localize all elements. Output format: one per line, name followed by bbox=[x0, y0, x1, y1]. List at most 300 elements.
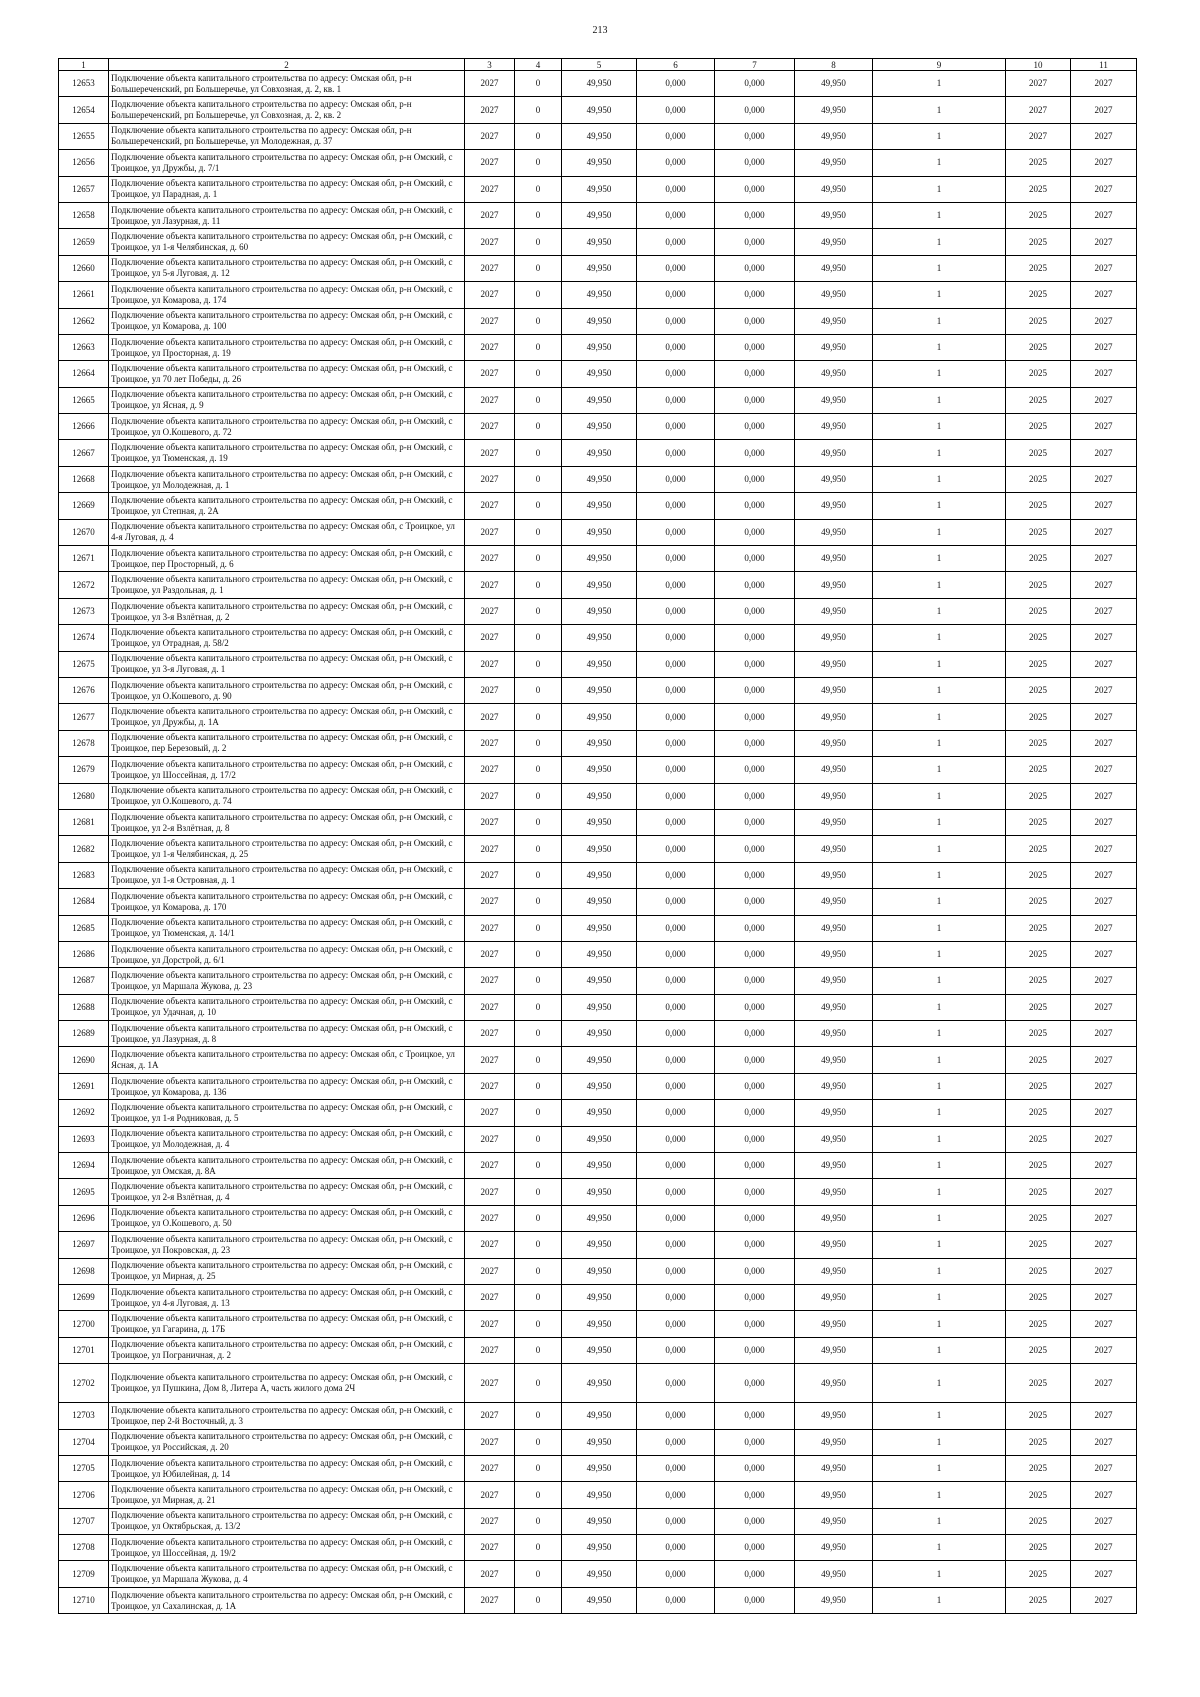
col4-cell: 0 bbox=[515, 176, 562, 202]
table-row bbox=[59, 598, 1137, 624]
col4-cell: 0 bbox=[515, 915, 562, 941]
table-row bbox=[59, 1073, 1137, 1099]
col8-cell: 49,950 bbox=[795, 466, 873, 492]
description-cell: Подключение объекта капитального строительства по адресу: Омская обл, р-н Омский, с Троицкое, ул Молодежная, д. 4 bbox=[109, 1126, 465, 1152]
row-number-cell: 12655 bbox=[59, 123, 109, 149]
col11-cell: 2027 bbox=[1071, 915, 1137, 941]
column-header: 10 bbox=[1006, 59, 1071, 71]
col11-cell: 2027 bbox=[1071, 97, 1137, 123]
col5-cell: 49,950 bbox=[562, 1455, 637, 1481]
col8-cell: 49,950 bbox=[795, 1205, 873, 1231]
col7-cell: 0,000 bbox=[715, 1179, 795, 1205]
col11-cell: 2027 bbox=[1071, 1284, 1137, 1310]
col4-cell: 0 bbox=[515, 123, 562, 149]
col4-cell: 0 bbox=[515, 414, 562, 440]
table-row bbox=[59, 1021, 1137, 1047]
description-cell: Подключение объекта капитального строительства по адресу: Омская обл, р-н Омский, с Троицкое, ул Комарова, д. 170 bbox=[109, 889, 465, 915]
column-header: 6 bbox=[637, 59, 715, 71]
description-cell: Подключение объекта капитального строительства по адресу: Омская обл, р-н Большереченский, рп Большеречье, ул Совхозная, д. 2, кв. 2 bbox=[109, 97, 465, 123]
col7-cell: 0,000 bbox=[715, 229, 795, 255]
col5-cell: 49,950 bbox=[562, 598, 637, 624]
col11-cell: 2027 bbox=[1071, 757, 1137, 783]
col11-cell: 2027 bbox=[1071, 466, 1137, 492]
col4-cell: 0 bbox=[515, 493, 562, 519]
col9-cell: 1 bbox=[873, 387, 1006, 413]
col3-cell: 2027 bbox=[465, 889, 515, 915]
col11-cell: 2027 bbox=[1071, 1153, 1137, 1179]
col10-cell: 2025 bbox=[1006, 1429, 1071, 1455]
col9-cell: 1 bbox=[873, 308, 1006, 334]
col9-cell: 1 bbox=[873, 889, 1006, 915]
col9-cell: 1 bbox=[873, 1535, 1006, 1561]
col8-cell: 49,950 bbox=[795, 598, 873, 624]
col4-cell: 0 bbox=[515, 598, 562, 624]
col5-cell: 49,950 bbox=[562, 968, 637, 994]
table-row bbox=[59, 862, 1137, 888]
col9-cell: 1 bbox=[873, 1100, 1006, 1126]
col7-cell: 0,000 bbox=[715, 1258, 795, 1284]
table-row bbox=[59, 651, 1137, 677]
description-cell: Подключение объекта капитального строительства по адресу: Омская обл, р-н Омский, с Троицкое, ул 3-я Взлётная, д. 2 bbox=[109, 598, 465, 624]
col10-cell: 2025 bbox=[1006, 836, 1071, 862]
col3-cell: 2027 bbox=[465, 704, 515, 730]
row-number-cell: 12665 bbox=[59, 387, 109, 413]
row-number-cell: 12667 bbox=[59, 440, 109, 466]
col10-cell: 2025 bbox=[1006, 1364, 1071, 1403]
col4-cell: 0 bbox=[515, 1073, 562, 1099]
row-number-cell: 12675 bbox=[59, 651, 109, 677]
col5-cell: 49,950 bbox=[562, 1100, 637, 1126]
col7-cell: 0,000 bbox=[715, 1021, 795, 1047]
col6-cell: 0,000 bbox=[637, 1587, 715, 1613]
description-cell: Подключение объекта капитального строительства по адресу: Омская обл, р-н Омский, с Троицкое, ул Дружбы, д. 7/1 bbox=[109, 150, 465, 176]
description-cell: Подключение объекта капитального строительства по адресу: Омская обл, р-н Омский, с Троицкое, ул Пушкина, Дом 8, Литера А, часть жилого дома 2Ч bbox=[109, 1364, 465, 1403]
col8-cell: 49,950 bbox=[795, 994, 873, 1020]
col5-cell: 49,950 bbox=[562, 651, 637, 677]
col4-cell: 0 bbox=[515, 466, 562, 492]
col6-cell: 0,000 bbox=[637, 361, 715, 387]
column-header: 5 bbox=[562, 59, 637, 71]
col6-cell: 0,000 bbox=[637, 1311, 715, 1337]
col9-cell: 1 bbox=[873, 1482, 1006, 1508]
row-number-cell: 12659 bbox=[59, 229, 109, 255]
col3-cell: 2027 bbox=[465, 651, 515, 677]
col11-cell: 2027 bbox=[1071, 493, 1137, 519]
description-cell: Подключение объекта капитального строительства по адресу: Омская обл, р-н Омский, с Троицкое, ул Просторная, д. 19 bbox=[109, 334, 465, 360]
col3-cell: 2027 bbox=[465, 176, 515, 202]
col7-cell: 0,000 bbox=[715, 361, 795, 387]
col6-cell: 0,000 bbox=[637, 519, 715, 545]
row-number-cell: 12696 bbox=[59, 1205, 109, 1231]
table-row bbox=[59, 1126, 1137, 1152]
col6-cell: 0,000 bbox=[637, 308, 715, 334]
col4-cell: 0 bbox=[515, 1364, 562, 1403]
row-number-cell: 12706 bbox=[59, 1482, 109, 1508]
col3-cell: 2027 bbox=[465, 71, 515, 97]
description-cell: Подключение объекта капитального строительства по адресу: Омская обл, р-н Омский, с Троицкое, ул Комарова, д. 100 bbox=[109, 308, 465, 334]
col11-cell: 2027 bbox=[1071, 1205, 1137, 1231]
col11-cell: 2027 bbox=[1071, 1179, 1137, 1205]
description-cell: Подключение объекта капитального строительства по адресу: Омская обл, р-н Омский, с Троицкое, ул Октябрьская, д. 13/2 bbox=[109, 1508, 465, 1534]
col10-cell: 2025 bbox=[1006, 1126, 1071, 1152]
col9-cell: 1 bbox=[873, 1073, 1006, 1099]
col11-cell: 2027 bbox=[1071, 1337, 1137, 1363]
col6-cell: 0,000 bbox=[637, 598, 715, 624]
row-number-cell: 12674 bbox=[59, 625, 109, 651]
col4-cell: 0 bbox=[515, 1205, 562, 1231]
col10-cell: 2025 bbox=[1006, 625, 1071, 651]
col11-cell: 2027 bbox=[1071, 941, 1137, 967]
col4-cell: 0 bbox=[515, 1403, 562, 1429]
col6-cell: 0,000 bbox=[637, 1205, 715, 1231]
col9-cell: 1 bbox=[873, 1126, 1006, 1152]
col9-cell: 1 bbox=[873, 1403, 1006, 1429]
col5-cell: 49,950 bbox=[562, 71, 637, 97]
col3-cell: 2027 bbox=[465, 387, 515, 413]
description-cell: Подключение объекта капитального строительства по адресу: Омская обл, р-н Омский, с Троицкое, ул Юбилейная, д. 14 bbox=[109, 1455, 465, 1481]
col3-cell: 2027 bbox=[465, 1021, 515, 1047]
col5-cell: 49,950 bbox=[562, 493, 637, 519]
col11-cell: 2027 bbox=[1071, 546, 1137, 572]
col10-cell: 2025 bbox=[1006, 757, 1071, 783]
description-cell: Подключение объекта капитального строительства по адресу: Омская обл, р-н Омский, с Троицкое, ул Молодежная, д. 1 bbox=[109, 466, 465, 492]
row-number-cell: 12672 bbox=[59, 572, 109, 598]
description-cell: Подключение объекта капитального строительства по адресу: Омская обл, р-н Омский, с Троицкое, ул Российская, д. 20 bbox=[109, 1429, 465, 1455]
col6-cell: 0,000 bbox=[637, 255, 715, 281]
row-number-cell: 12700 bbox=[59, 1311, 109, 1337]
row-number-cell: 12669 bbox=[59, 493, 109, 519]
col9-cell: 1 bbox=[873, 968, 1006, 994]
col10-cell: 2025 bbox=[1006, 915, 1071, 941]
col9-cell: 1 bbox=[873, 915, 1006, 941]
col5-cell: 49,950 bbox=[562, 1021, 637, 1047]
col6-cell: 0,000 bbox=[637, 1455, 715, 1481]
table-row bbox=[59, 1455, 1137, 1481]
col11-cell: 2027 bbox=[1071, 308, 1137, 334]
description-cell: Подключение объекта капитального строительства по адресу: Омская обл, р-н Омский, с Троицкое, ул Мирная, д. 21 bbox=[109, 1482, 465, 1508]
col4-cell: 0 bbox=[515, 862, 562, 888]
col6-cell: 0,000 bbox=[637, 71, 715, 97]
col4-cell: 0 bbox=[515, 1508, 562, 1534]
col5-cell: 49,950 bbox=[562, 1126, 637, 1152]
col3-cell: 2027 bbox=[465, 97, 515, 123]
col7-cell: 0,000 bbox=[715, 97, 795, 123]
col6-cell: 0,000 bbox=[637, 889, 715, 915]
col11-cell: 2027 bbox=[1071, 334, 1137, 360]
col10-cell: 2025 bbox=[1006, 704, 1071, 730]
col10-cell: 2025 bbox=[1006, 994, 1071, 1020]
col9-cell: 1 bbox=[873, 757, 1006, 783]
col9-cell: 1 bbox=[873, 334, 1006, 360]
col8-cell: 49,950 bbox=[795, 625, 873, 651]
col10-cell: 2025 bbox=[1006, 809, 1071, 835]
description-cell: Подключение объекта капитального строительства по адресу: Омская обл, р-н Омский, с Троицкое, ул Сахалинская, д. 1А bbox=[109, 1587, 465, 1613]
table-row bbox=[59, 1284, 1137, 1310]
col5-cell: 49,950 bbox=[562, 1047, 637, 1073]
column-header: 3 bbox=[465, 59, 515, 71]
row-number-cell: 12680 bbox=[59, 783, 109, 809]
col4-cell: 0 bbox=[515, 519, 562, 545]
col5-cell: 49,950 bbox=[562, 202, 637, 228]
col11-cell: 2027 bbox=[1071, 387, 1137, 413]
col8-cell: 49,950 bbox=[795, 889, 873, 915]
col3-cell: 2027 bbox=[465, 1205, 515, 1231]
row-number-cell: 12694 bbox=[59, 1153, 109, 1179]
col5-cell: 49,950 bbox=[562, 387, 637, 413]
col3-cell: 2027 bbox=[465, 1258, 515, 1284]
col5-cell: 49,950 bbox=[562, 1508, 637, 1534]
col11-cell: 2027 bbox=[1071, 1587, 1137, 1613]
col4-cell: 0 bbox=[515, 1126, 562, 1152]
col9-cell: 1 bbox=[873, 123, 1006, 149]
col4-cell: 0 bbox=[515, 1429, 562, 1455]
description-cell: Подключение объекта капитального строительства по адресу: Омская обл, р-н Омский, с Троицкое, ул Шоссейная, д. 17/2 bbox=[109, 757, 465, 783]
col8-cell: 49,950 bbox=[795, 493, 873, 519]
row-number-cell: 12688 bbox=[59, 994, 109, 1020]
col10-cell: 2025 bbox=[1006, 387, 1071, 413]
col7-cell: 0,000 bbox=[715, 1073, 795, 1099]
col8-cell: 49,950 bbox=[795, 651, 873, 677]
col5-cell: 49,950 bbox=[562, 783, 637, 809]
col4-cell: 0 bbox=[515, 625, 562, 651]
col5-cell: 49,950 bbox=[562, 915, 637, 941]
col9-cell: 1 bbox=[873, 572, 1006, 598]
col3-cell: 2027 bbox=[465, 546, 515, 572]
col6-cell: 0,000 bbox=[637, 334, 715, 360]
description-cell: Подключение объекта капитального строительства по адресу: Омская обл, с Троицкое, ул 4-я Луговая, д. 4 bbox=[109, 519, 465, 545]
description-cell: Подключение объекта капитального строительства по адресу: Омская обл, р-н Омский, с Троицкое, ул Парадная, д. 1 bbox=[109, 176, 465, 202]
table-row bbox=[59, 546, 1137, 572]
col7-cell: 0,000 bbox=[715, 941, 795, 967]
description-cell: Подключение объекта капитального строительства по адресу: Омская обл, р-н Омский, с Троицкое, ул Лазурная, д. 8 bbox=[109, 1021, 465, 1047]
col5-cell: 49,950 bbox=[562, 123, 637, 149]
row-number-cell: 12657 bbox=[59, 176, 109, 202]
col4-cell: 0 bbox=[515, 71, 562, 97]
col3-cell: 2027 bbox=[465, 123, 515, 149]
col11-cell: 2027 bbox=[1071, 1021, 1137, 1047]
col8-cell: 49,950 bbox=[795, 71, 873, 97]
col11-cell: 2027 bbox=[1071, 1232, 1137, 1258]
col6-cell: 0,000 bbox=[637, 1561, 715, 1587]
row-number-cell: 12689 bbox=[59, 1021, 109, 1047]
description-cell: Подключение объекта капитального строительства по адресу: Омская обл, р-н Омский, с Троицкое, ул Мирная, д. 25 bbox=[109, 1258, 465, 1284]
col5-cell: 49,950 bbox=[562, 150, 637, 176]
col7-cell: 0,000 bbox=[715, 994, 795, 1020]
row-number-cell: 12654 bbox=[59, 97, 109, 123]
col3-cell: 2027 bbox=[465, 915, 515, 941]
col8-cell: 49,950 bbox=[795, 1364, 873, 1403]
col8-cell: 49,950 bbox=[795, 836, 873, 862]
description-cell: Подключение объекта капитального строительства по адресу: Омская обл, р-н Омский, с Троицкое, ул 1-я Челябинская, д. 60 bbox=[109, 229, 465, 255]
table-row bbox=[59, 255, 1137, 281]
col9-cell: 1 bbox=[873, 1047, 1006, 1073]
col7-cell: 0,000 bbox=[715, 1587, 795, 1613]
table-row bbox=[59, 282, 1137, 308]
col6-cell: 0,000 bbox=[637, 1100, 715, 1126]
col10-cell: 2025 bbox=[1006, 651, 1071, 677]
col9-cell: 1 bbox=[873, 97, 1006, 123]
col6-cell: 0,000 bbox=[637, 1403, 715, 1429]
col7-cell: 0,000 bbox=[715, 598, 795, 624]
description-cell: Подключение объекта капитального строительства по адресу: Омская обл, р-н Омский, с Троицкое, ул Лазурная, д. 11 bbox=[109, 202, 465, 228]
col10-cell: 2025 bbox=[1006, 1561, 1071, 1587]
col6-cell: 0,000 bbox=[637, 1429, 715, 1455]
description-cell: Подключение объекта капитального строительства по адресу: Омская обл, р-н Омский, с Троицкое, ул О.Кошевого, д. 74 bbox=[109, 783, 465, 809]
col7-cell: 0,000 bbox=[715, 282, 795, 308]
table-row bbox=[59, 1482, 1137, 1508]
col10-cell: 2025 bbox=[1006, 1284, 1071, 1310]
col8-cell: 49,950 bbox=[795, 1561, 873, 1587]
col8-cell: 49,950 bbox=[795, 308, 873, 334]
row-number-cell: 12661 bbox=[59, 282, 109, 308]
row-number-cell: 12656 bbox=[59, 150, 109, 176]
col5-cell: 49,950 bbox=[562, 1561, 637, 1587]
row-number-cell: 12710 bbox=[59, 1587, 109, 1613]
description-cell: Подключение объекта капитального строительства по адресу: Омская обл, р-н Омский, с Троицкое, пер Просторный, д. 6 bbox=[109, 546, 465, 572]
col11-cell: 2027 bbox=[1071, 361, 1137, 387]
col9-cell: 1 bbox=[873, 1258, 1006, 1284]
col9-cell: 1 bbox=[873, 1205, 1006, 1231]
data-table bbox=[58, 58, 1137, 1614]
col5-cell: 49,950 bbox=[562, 414, 637, 440]
col10-cell: 2025 bbox=[1006, 598, 1071, 624]
col10-cell: 2025 bbox=[1006, 1153, 1071, 1179]
col11-cell: 2027 bbox=[1071, 625, 1137, 651]
row-number-cell: 12682 bbox=[59, 836, 109, 862]
table-row bbox=[59, 1561, 1137, 1587]
col3-cell: 2027 bbox=[465, 1232, 515, 1258]
col4-cell: 0 bbox=[515, 783, 562, 809]
table-body bbox=[59, 71, 1137, 1614]
table-row bbox=[59, 783, 1137, 809]
col10-cell: 2025 bbox=[1006, 414, 1071, 440]
col6-cell: 0,000 bbox=[637, 809, 715, 835]
row-number-cell: 12664 bbox=[59, 361, 109, 387]
col4-cell: 0 bbox=[515, 836, 562, 862]
col8-cell: 49,950 bbox=[795, 783, 873, 809]
col11-cell: 2027 bbox=[1071, 176, 1137, 202]
col3-cell: 2027 bbox=[465, 308, 515, 334]
col9-cell: 1 bbox=[873, 1179, 1006, 1205]
col10-cell: 2025 bbox=[1006, 466, 1071, 492]
col6-cell: 0,000 bbox=[637, 730, 715, 756]
col11-cell: 2027 bbox=[1071, 994, 1137, 1020]
col5-cell: 49,950 bbox=[562, 862, 637, 888]
col3-cell: 2027 bbox=[465, 282, 515, 308]
col7-cell: 0,000 bbox=[715, 1561, 795, 1587]
table-row bbox=[59, 1232, 1137, 1258]
col4-cell: 0 bbox=[515, 1337, 562, 1363]
col11-cell: 2027 bbox=[1071, 414, 1137, 440]
col10-cell: 2025 bbox=[1006, 1258, 1071, 1284]
col8-cell: 49,950 bbox=[795, 1403, 873, 1429]
table-row bbox=[59, 361, 1137, 387]
page-number: 213 bbox=[592, 25, 608, 36]
description-cell: Подключение объекта капитального строительства по адресу: Омская обл, р-н Омский, с Троицкое, ул 1-я Островная, д. 1 bbox=[109, 862, 465, 888]
col10-cell: 2025 bbox=[1006, 1337, 1071, 1363]
col4-cell: 0 bbox=[515, 1455, 562, 1481]
col10-cell: 2025 bbox=[1006, 1021, 1071, 1047]
col9-cell: 1 bbox=[873, 176, 1006, 202]
row-number-cell: 12683 bbox=[59, 862, 109, 888]
col10-cell: 2027 bbox=[1006, 97, 1071, 123]
col5-cell: 49,950 bbox=[562, 677, 637, 703]
description-cell: Подключение объекта капитального строительства по адресу: Омская обл, р-н Омский, с Троицкое, ул Удачная, д. 10 bbox=[109, 994, 465, 1020]
col8-cell: 49,950 bbox=[795, 1508, 873, 1534]
row-number-cell: 12704 bbox=[59, 1429, 109, 1455]
table-row bbox=[59, 625, 1137, 651]
description-cell: Подключение объекта капитального строительства по адресу: Омская обл, р-н Омский, с Троицкое, ул Пограничная, д. 2 bbox=[109, 1337, 465, 1363]
col3-cell: 2027 bbox=[465, 1364, 515, 1403]
col8-cell: 49,950 bbox=[795, 1429, 873, 1455]
col8-cell: 49,950 bbox=[795, 1047, 873, 1073]
col3-cell: 2027 bbox=[465, 1403, 515, 1429]
col7-cell: 0,000 bbox=[715, 546, 795, 572]
table-row bbox=[59, 1429, 1137, 1455]
table-row bbox=[59, 836, 1137, 862]
table-row bbox=[59, 123, 1137, 149]
col10-cell: 2025 bbox=[1006, 1482, 1071, 1508]
col8-cell: 49,950 bbox=[795, 387, 873, 413]
description-cell: Подключение объекта капитального строительства по адресу: Омская обл, р-н Омский, с Троицкое, ул Степная, д. 2А bbox=[109, 493, 465, 519]
col3-cell: 2027 bbox=[465, 941, 515, 967]
table-row bbox=[59, 1403, 1137, 1429]
col8-cell: 49,950 bbox=[795, 1153, 873, 1179]
col9-cell: 1 bbox=[873, 440, 1006, 466]
col11-cell: 2027 bbox=[1071, 1535, 1137, 1561]
col11-cell: 2027 bbox=[1071, 677, 1137, 703]
col5-cell: 49,950 bbox=[562, 282, 637, 308]
description-cell: Подключение объекта капитального строительства по адресу: Омская обл, р-н Омский, с Троицкое, ул 70 лет Победы, д. 26 bbox=[109, 361, 465, 387]
col3-cell: 2027 bbox=[465, 1561, 515, 1587]
row-number-cell: 12678 bbox=[59, 730, 109, 756]
description-cell: Подключение объекта капитального строительства по адресу: Омская обл, р-н Омский, с Троицкое, ул 2-я Взлётная, д. 8 bbox=[109, 809, 465, 835]
col6-cell: 0,000 bbox=[637, 757, 715, 783]
col9-cell: 1 bbox=[873, 466, 1006, 492]
col4-cell: 0 bbox=[515, 1284, 562, 1310]
col8-cell: 49,950 bbox=[795, 1100, 873, 1126]
table-row bbox=[59, 704, 1137, 730]
col10-cell: 2025 bbox=[1006, 440, 1071, 466]
col6-cell: 0,000 bbox=[637, 1179, 715, 1205]
col11-cell: 2027 bbox=[1071, 572, 1137, 598]
col9-cell: 1 bbox=[873, 1364, 1006, 1403]
col6-cell: 0,000 bbox=[637, 1153, 715, 1179]
col11-cell: 2027 bbox=[1071, 1403, 1137, 1429]
col4-cell: 0 bbox=[515, 889, 562, 915]
table-row bbox=[59, 176, 1137, 202]
description-cell: Подключение объекта капитального строительства по адресу: Омская обл, р-н Омский, с Троицкое, ул 3-я Луговая, д. 1 bbox=[109, 651, 465, 677]
col5-cell: 49,950 bbox=[562, 308, 637, 334]
col9-cell: 1 bbox=[873, 150, 1006, 176]
col9-cell: 1 bbox=[873, 414, 1006, 440]
col7-cell: 0,000 bbox=[715, 387, 795, 413]
description-cell: Подключение объекта капитального строительства по адресу: Омская обл, р-н Омский, с Троицкое, ул О.Кошевого, д. 90 bbox=[109, 677, 465, 703]
col11-cell: 2027 bbox=[1071, 1047, 1137, 1073]
table-row bbox=[59, 229, 1137, 255]
col7-cell: 0,000 bbox=[715, 414, 795, 440]
col8-cell: 49,950 bbox=[795, 1311, 873, 1337]
col8-cell: 49,950 bbox=[795, 1284, 873, 1310]
col3-cell: 2027 bbox=[465, 757, 515, 783]
col11-cell: 2027 bbox=[1071, 809, 1137, 835]
row-number-cell: 12699 bbox=[59, 1284, 109, 1310]
col3-cell: 2027 bbox=[465, 1337, 515, 1363]
table-row bbox=[59, 97, 1137, 123]
row-number-cell: 12691 bbox=[59, 1073, 109, 1099]
col4-cell: 0 bbox=[515, 1561, 562, 1587]
col9-cell: 1 bbox=[873, 1021, 1006, 1047]
